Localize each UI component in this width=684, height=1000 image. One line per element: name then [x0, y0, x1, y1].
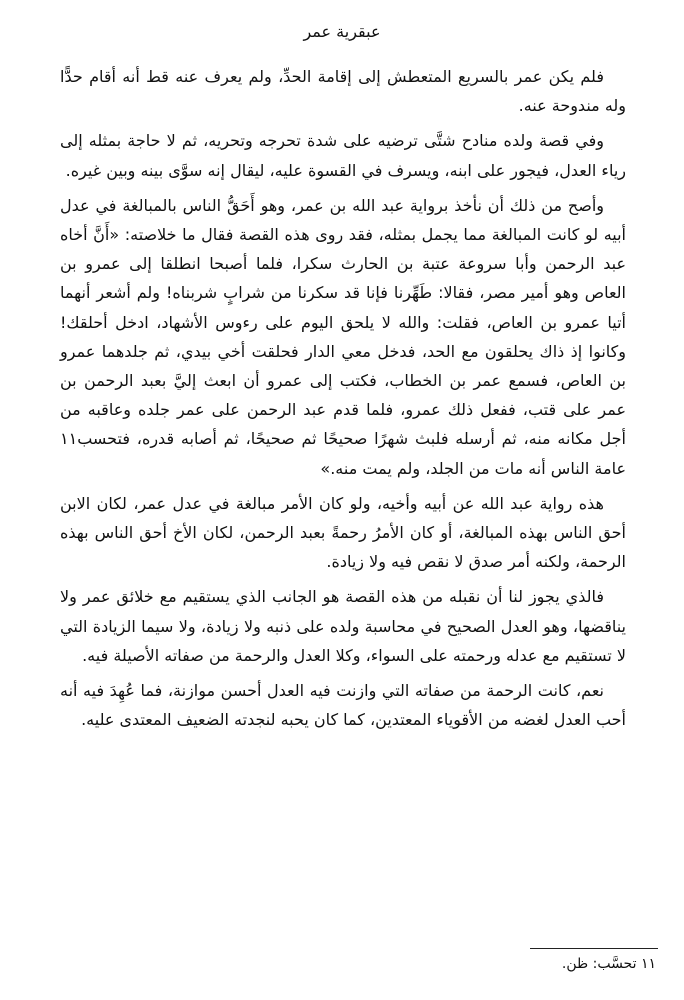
footnote-rule: [530, 948, 658, 949]
footnote: ١١ تحسَّب: ظن.: [561, 956, 656, 972]
paragraph-5: فالذي يجوز لنا أن نقبله من هذه القصة هو الجانب الذي يستقيم مع خلائق عمر ولا يناقضها، وهو العدل الصحيح في محاسبة ولده على ذنبه ولا زيادة، ولا سيما الزيادة التي لا تستقيم مع عدله ورحمته على السواء، وكلا العدل والرحمة من صفاته الأصيلة فيه.: [60, 587, 626, 665]
paragraph-1: فلم يكن عمر بالسريع المتعطش إلى إقامة الحدِّ، ولم يعرف عنه قط أنه أقام حدًّا وله مندوحة عنه.: [60, 67, 626, 116]
page-body: [60, 62, 626, 740]
paragraph-4: هذه رواية عبد الله عن أبيه وأخيه، ولو كان الأمر مبالغة في عدل عمر، لكان الابن أحق الناس بهذه المبالغة، أو كان الأمرُ رحمةً بعبد الرحمن، لكان الأخ أحق الناس بهذه الرحمة، ولكنه أمر صدق لا نقص فيه ولا زيادة.: [60, 493, 626, 572]
paragraph-2: وفي قصة ولده منادح شتَّى ترضيه على شدة تحرجه وتحريه، ثم لا حاجة بمثله إلى رياء العدل، فيجور على ابنه، ويسرف في القسوة عليه، ليقال إنه سوَّى بينه وبين غيره.: [60, 131, 626, 180]
running-header: عبقرية عمر: [303, 22, 381, 41]
paragraph-3: وأصح من ذلك أن نأخذ برواية عبد الله بن عمر، وهو أَحَقُّ الناس بالمبالغة في عدل أبيه لو كانت المبالغة مما يجمل بمثله، فقد روى هذه القصة فقال ما خلاصته: «أَنَّ أخاه عبد الرحمن وأبا سروعة عتبة بن الحارث سكرا، فلما أصبحا انطلقا إلى عمرو بن العاص وهو أمير مصر، فقالا: طَهِّرنا فإنا قد سكرنا من شرابٍ شربناه! ولم أشعر أنهما أتيا عمرو بن العاص، فقلت: والله لا يلحق اليوم على رءوس الأشهاد، ادخل أحلقك! وكانوا إذ ذاك يحلقون مع الحد، فدخل معي الدار فحلقت أخي بيدي، ثم جلدهما عمرو بن العاص، فسمع عمر بن الخطاب، فكتب إلى عمرو أن ابعث إليَّ بعبد الرحمن بن عمر على قتب، ففعل ذلك عمرو، فلما قدم عبد الرحمن على عمر جلده وعاقبه من أجل مكانه منه، ثم أرسله فلبث شهرًا صحيحًا ثم صحيحًا، ثم أصابه قدره، فتحسب١١ عامة الناس أنه مات من الجلد، ولم يمت منه.»: [60, 195, 626, 478]
paragraph-6: نعم، كانت الرحمة من صفاته التي وازنت فيه العدل أحسن موازنة، فما عُهِدَ فيه أنه أحب العدل لغضه من الأقوياء المعتدين، كما كان يحبه لنجدته الضعيف المعتدى عليه.: [60, 681, 626, 730]
